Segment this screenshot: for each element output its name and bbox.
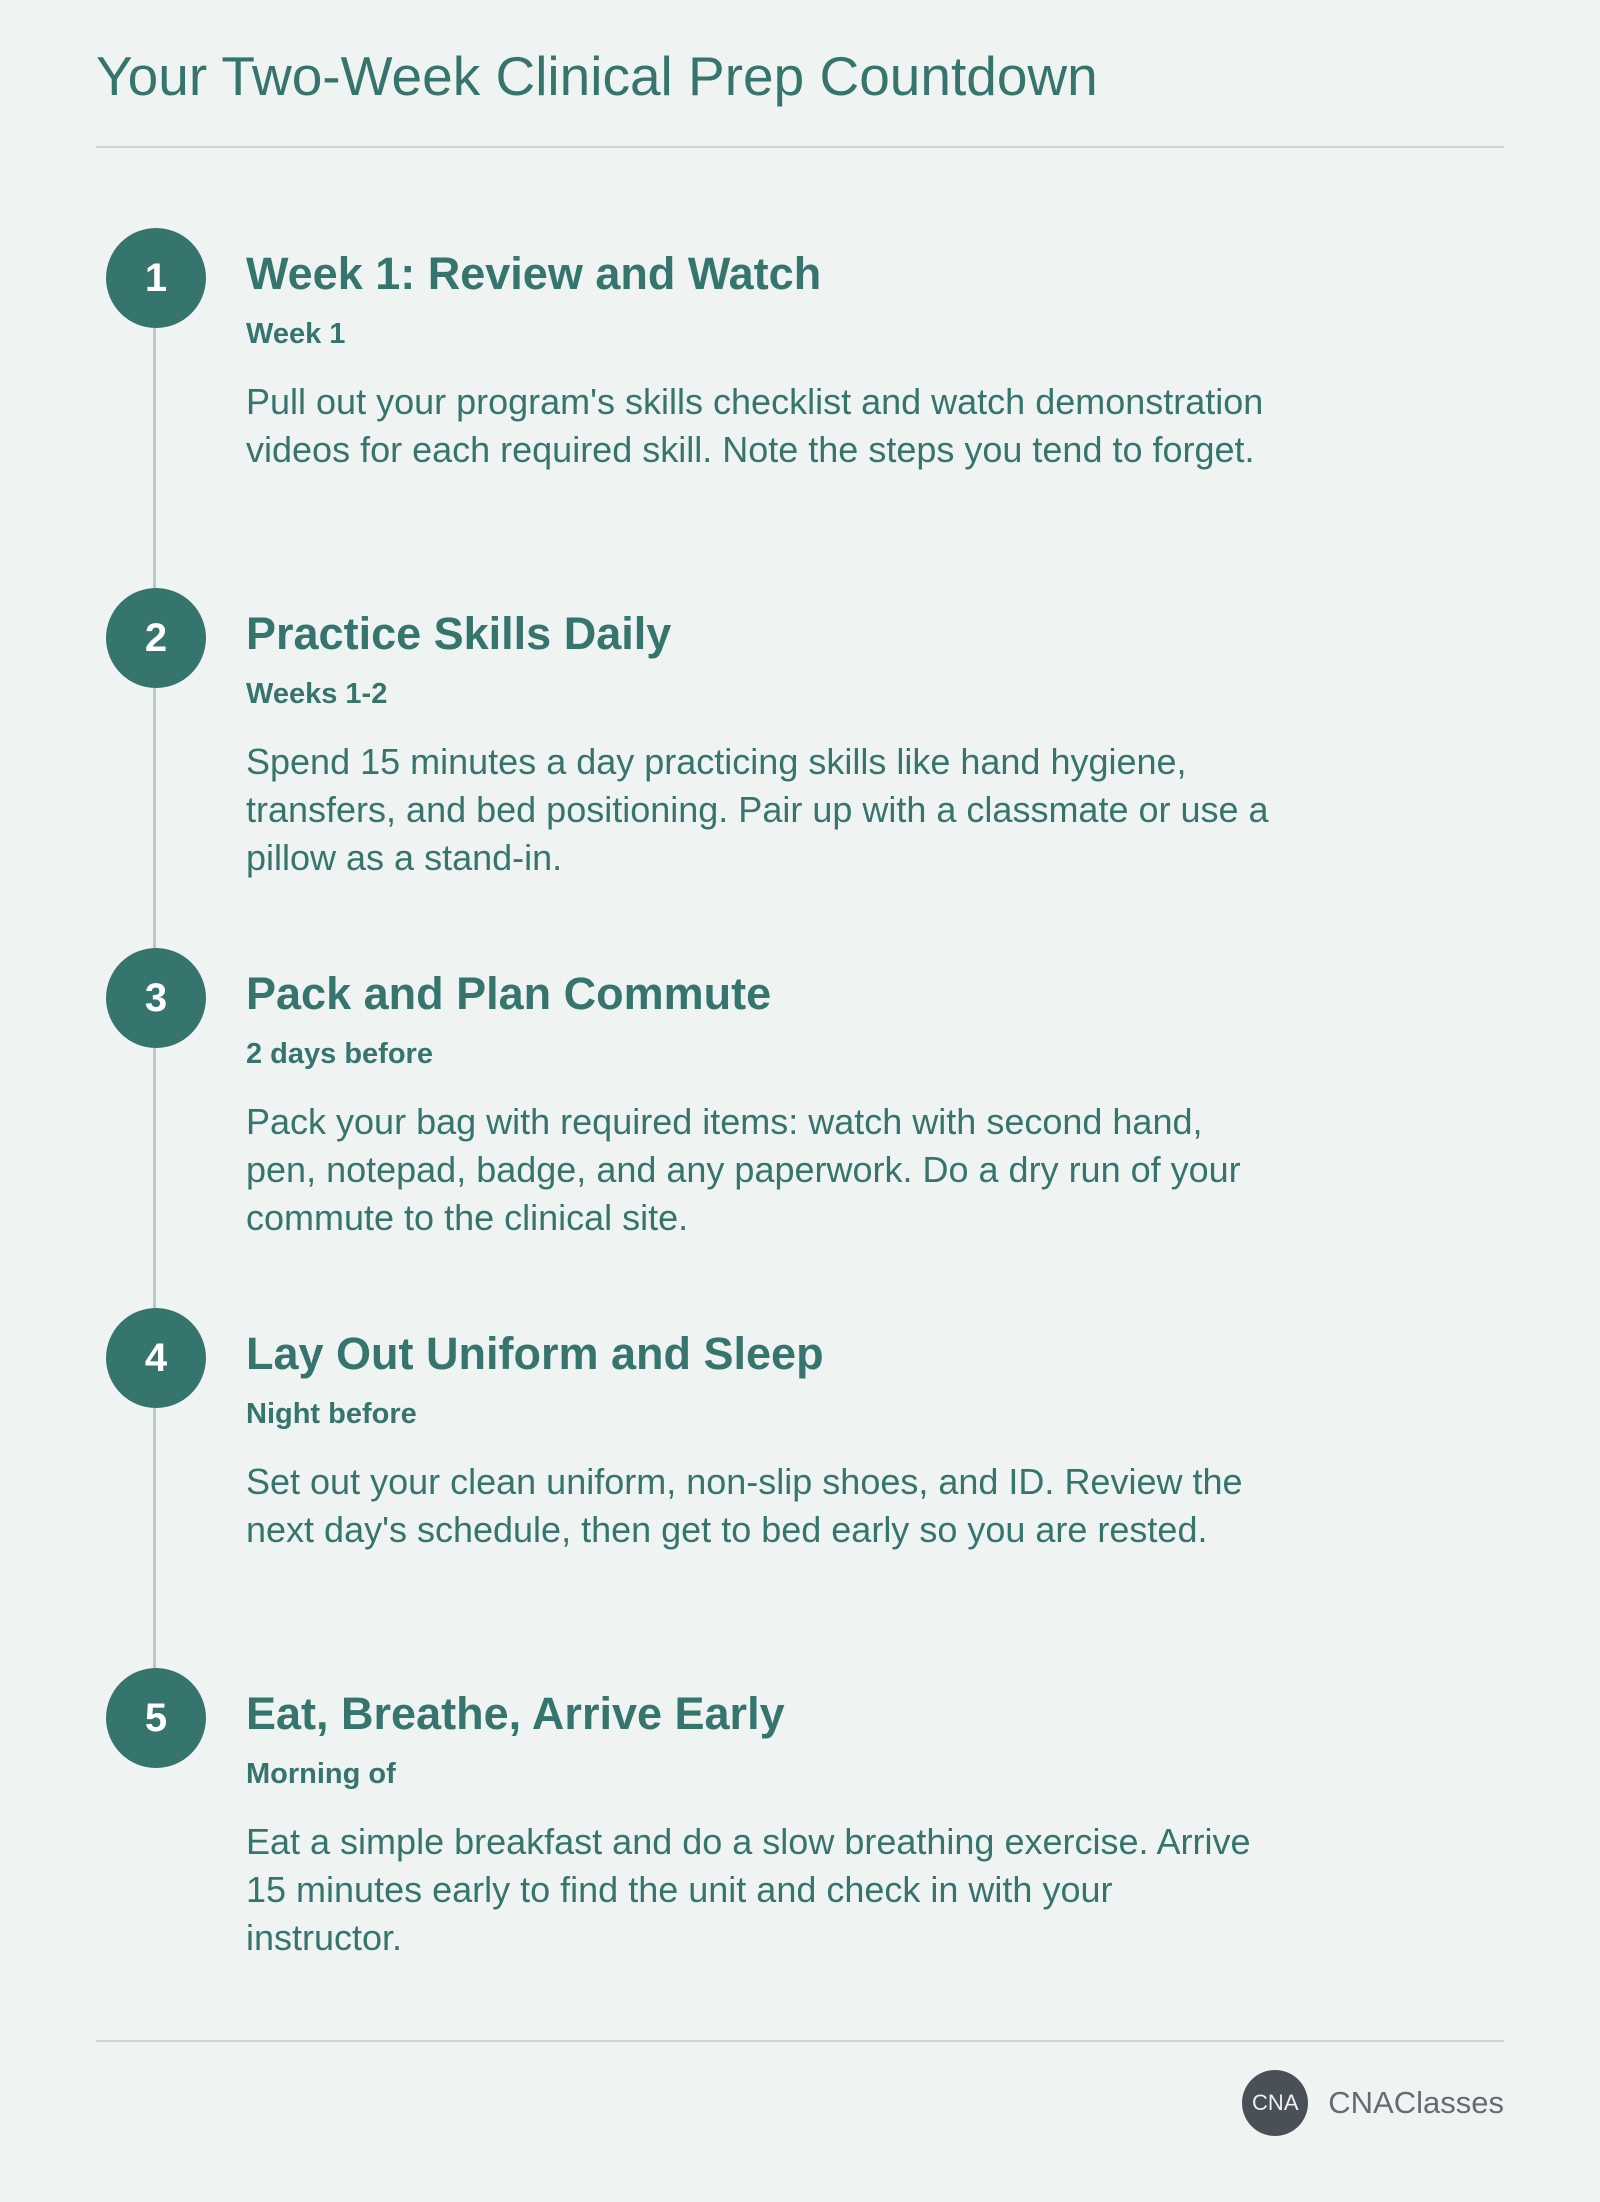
step-title: Week 1: Review and Watch — [246, 248, 822, 299]
step-number-badge: 1 — [106, 228, 206, 328]
brand-name: CNAClasses — [1328, 2085, 1504, 2120]
footer-divider — [96, 2040, 1504, 2042]
step-timeframe: Week 1 — [246, 318, 346, 350]
step-description: Eat a simple breakfast and do a slow breathing exercise. Arrive 15 minutes early to find the unit and check in with your instructor. — [246, 1821, 1251, 1958]
step-timeframe: Weeks 1-2 — [246, 678, 388, 710]
step-description: Pull out your program's skills checklist and watch demonstration videos for each required skill. Note the steps you tend to forget. — [246, 381, 1264, 470]
step-description: Pack your bag with required items: watch with second hand, pen, notepad, badge, and any paperwork. Do a dry run of your commute to the clinical site. — [246, 1101, 1241, 1238]
step-number-badge: 3 — [106, 948, 206, 1048]
footer-brand — [1242, 2070, 1504, 2136]
page-title: Your Two-Week Clinical Prep Countdown — [96, 45, 1098, 107]
step-title: Pack and Plan Commute — [246, 968, 772, 1019]
step-number-badge: 2 — [106, 588, 206, 688]
step-number-badge: 4 — [106, 1308, 206, 1408]
step-description: Set out your clean uniform, non-slip shoes, and ID. Review the next day's schedule, then get to bed early so you are rested. — [246, 1461, 1243, 1550]
brand-logo: CNA — [1242, 2070, 1308, 2136]
step-title: Practice Skills Daily — [246, 608, 672, 659]
step-timeframe: Night before — [246, 1398, 417, 1430]
step-timeframe: 2 days before — [246, 1038, 433, 1070]
step-title: Lay Out Uniform and Sleep — [246, 1328, 824, 1379]
step-number-badge: 5 — [106, 1668, 206, 1768]
header-divider — [96, 146, 1504, 148]
step-title: Eat, Breathe, Arrive Early — [246, 1688, 785, 1739]
step-timeframe: Morning of — [246, 1758, 396, 1790]
step-description: Spend 15 minutes a day practicing skills like hand hygiene, transfers, and bed positioning. Pair up with a classmate or use a pillow as a stand-in. — [246, 741, 1269, 878]
